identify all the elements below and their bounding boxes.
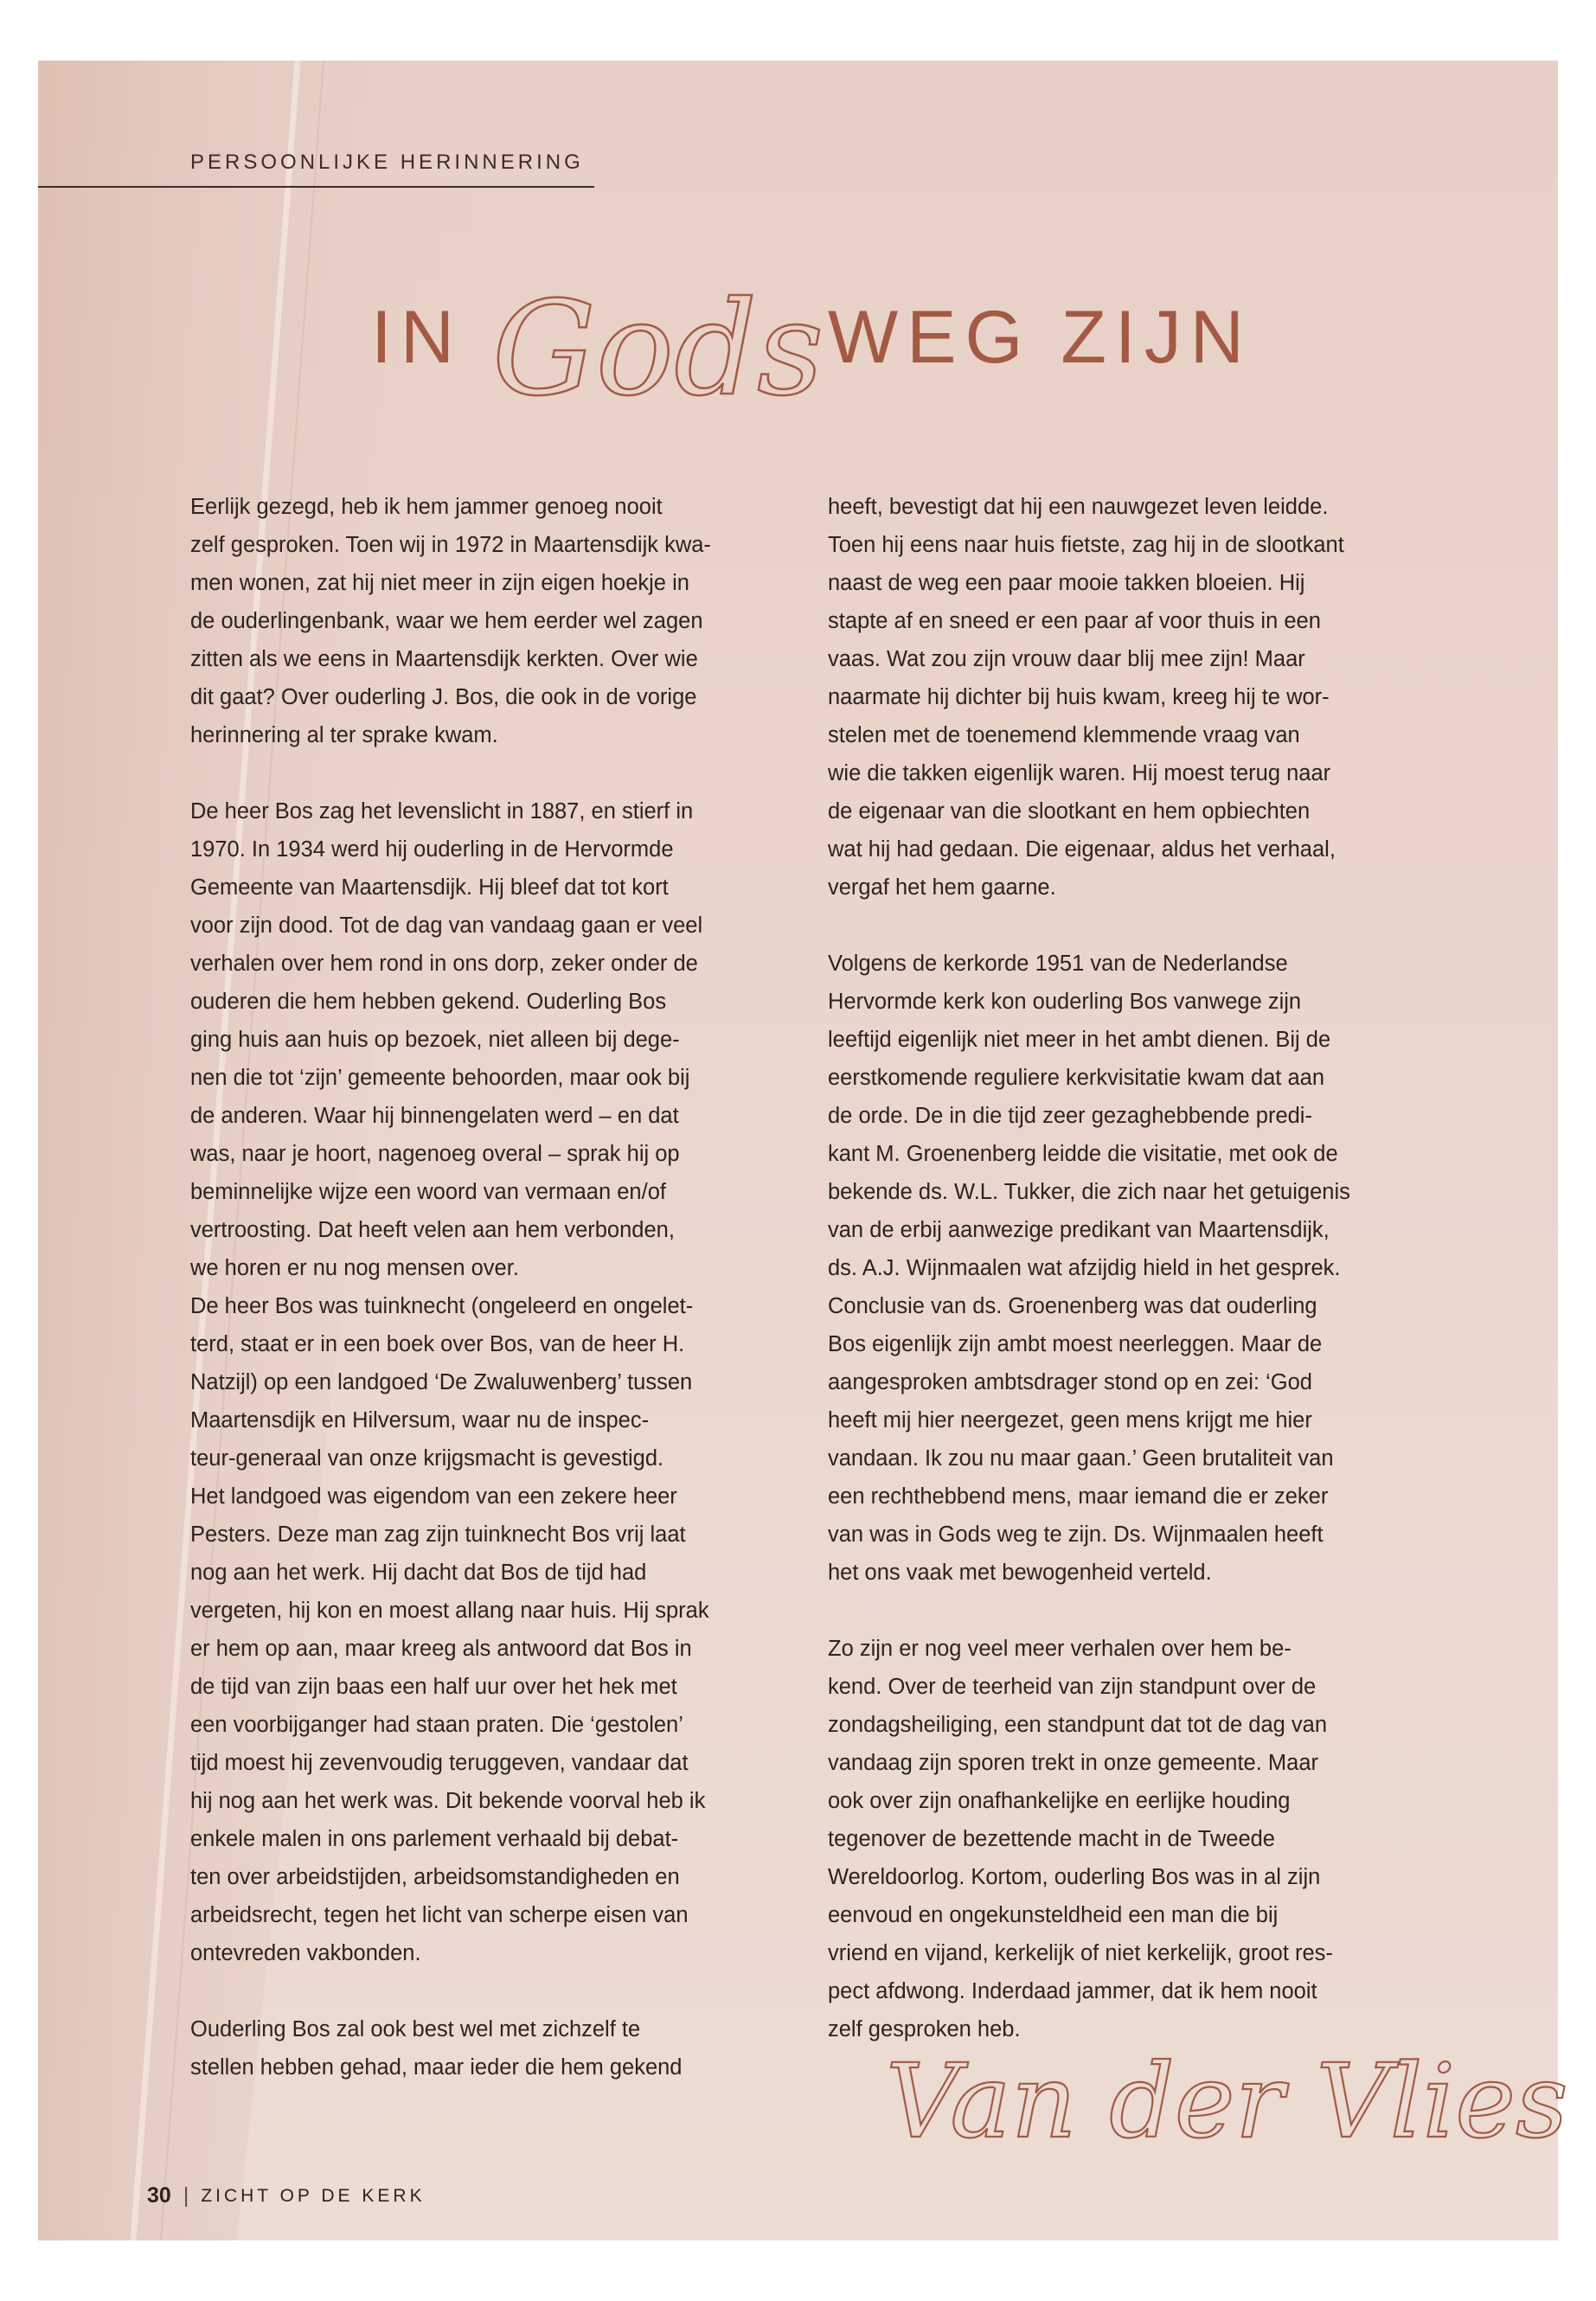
page-number: 30 <box>147 2183 171 2208</box>
svg-text:Van der Vlies: Van der Vlies <box>886 2041 1568 2161</box>
paragraph: Volgens de kerkorde 1951 van de Nederlandse Hervormde kerk kon ouderling Bos vanwege zijn leeftijd eigenlijk niet meer in het ambt dienen. Bij de eerstkomende reguliere kerkvisitatie kwam dat aan de orde. De in die tijd zeer gezaghebbende predi- kant M. Groenenberg leidde die visitatie, met ook de bekende ds. W.L. Tukker, die zich naar het getuigenis van de erbij aanwezige predikant van Maartensdijk, ds. A.J. Wijnmaalen wat afzijdig hield in het gesprek. Conclusie van ds. Groenenberg was dat ouderling Bos eigenlijk zijn ambt moest neerleggen. Maar de aangesproken ambtsdrager stond op en zei: ‘God heeft mij hier neergezet, geen mens krijgt me hier vandaan. Ik zou nu maar gaan.’ Geen brutaliteit van een rechthebbend mens, maar iemand die er zeker van was in Gods weg te zijn. Ds. Wijnmaalen heeft het ons vaak met bewogenheid verteld. <box>828 952 1350 1585</box>
paragraph: Zo zijn er nog veel meer verhalen over hem be- kend. Over de teerheid van zijn standpunt over de zondagsheiliging, een standpunt dat tot de dag van vandaag zijn sporen trekt in onze gemeente. Maar ook over zijn onafhankelijke en eerlijke houding tegenover de bezettende macht in de Tweede Wereldoorlog. Kortom, ouderling Bos was in al zijn eenvoud en ongekunsteldheid een man die bij vriend en vijand, kerkelijk of niet kerkelijk, groot res- pect afdwong. Inderdaad jammer, dat ik hem nooit zelf gesproken heb. <box>828 1637 1333 2041</box>
paragraph: Ouderling Bos zal ook best wel met zichzelf te stellen hebben gehad, maar ieder die hem gekend <box>190 2017 683 2080</box>
article-column-right <box>828 488 1416 2086</box>
article-column-left <box>190 488 779 2125</box>
article-title <box>38 274 1558 425</box>
paragraph: Eerlijk gezegd, heb ik hem jammer genoeg nooit zelf gesproken. Toen wij in 1972 in Maartensdijk kwa- men wonen, zat hij niet meer in zijn eigen hoekje in de ouderlingenbank, waar we hem eerder wel zagen zitten als we eens in Maartensdijk kerkten. Over wie dit gaat? Over ouderling J. Bos, die ook in de vorige herinnering al ter sprake kwam. <box>190 495 711 747</box>
author-signature <box>869 1998 1568 2206</box>
footer-separator: | <box>183 2183 189 2208</box>
publication-name: ZICHT OP DE KERK <box>201 2185 426 2206</box>
svg-text:Gods: Gods <box>492 274 824 425</box>
title-script-gods <box>479 234 851 493</box>
kicker-rule <box>38 186 594 188</box>
magazine-page <box>38 61 1568 2240</box>
section-kicker: PERSOONLIJKE HERINNERING <box>190 151 584 174</box>
paragraph: De heer Bos zag het levenslicht in 1887, en stierf in 1970. In 1934 werd hij ouderling in de Hervormde Gemeente van Maartensdijk. Hij bleef dat tot kort voor zijn dood. Tot de dag van vandaag gaan er veel verhalen over hem rond in ons dorp, zeker onder de ouderen die hem hebben gekend. Ouderling Bos ging huis aan huis op bezoek, niet alleen bij dege- nen die tot ‘zijn’ gemeente behoorden, maar ook bij de anderen. Waar hij binnengelaten werd – en dat was, naar je hoort, nagenoeg overal – sprak hij op beminnelijke wijze een woord van vermaan en/of vertroosting. Dat heeft velen aan hem verbonden, we horen er nu nog mensen over. <box>190 799 703 1280</box>
title-part-weg-zijn: WEG ZIJN <box>828 296 1253 379</box>
title-part-in: IN <box>371 296 463 379</box>
paragraph: De heer Bos was tuinknecht (ongeleerd en ongelet- terd, staat er in een boek over Bos, van de heer H. Natzijl) op een landgoed ‘De Zwaluwenberg’ tussen Maartensdijk en Hilversum, waar nu de inspec- teur-generaal van onze krijgsmacht is gevestigd. Het landgoed was eigendom van een zekere heer Pesters. Deze man zag zijn tuinknecht Bos vrij laat nog aan het werk. Hij dacht dat Bos de tijd had vergeten, hij kon en moest allang naar huis. Hij sprak er hem op aan, maar kreeg als antwoord dat Bos in de tijd van zijn baas een half uur over het hek met een voorbijganger had staan praten. Die ‘gestolen’ tijd moest hij zevenvoudig teruggeven, vandaar dat hij nog aan het werk was. Dit bekende voorval heb ik enkele malen in ons parlement verhaald bij debat- ten over arbeidstijden, arbeidsomstandigheden en arbeidsrecht, tegen het licht van scherpe eisen van ontevreden vakbonden. <box>190 1294 709 1965</box>
page-footer <box>147 2183 426 2208</box>
paragraph: heeft, bevestigt dat hij een nauwgezet leven leidde. Toen hij eens naar huis fietste, zag hij in de slootkant naast de weg een paar mooie takken bloeien. Hij stapte af en sneed er een paar af voor thuis in een vaas. Wat zou zijn vrouw daar blij mee zijn! Maar naarmate hij dichter bij huis kwam, kreeg hij te wor- stelen met de toenemend klemmende vraag van wie die takken eigenlijk waren. Hij moest terug naar de eigenaar van die slootkant en hem opbiechten wat hij had gedaan. Die eigenaar, aldus het verhaal, vergaf het hem gaarne. <box>828 495 1344 900</box>
